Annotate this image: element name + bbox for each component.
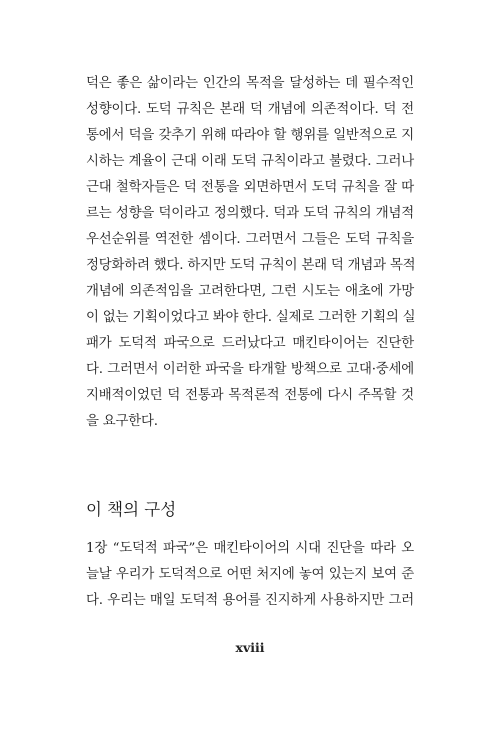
text-line: 시하는 계율이 근대 이래 도덕 규칙이라고 불렸다. 그러나	[86, 154, 414, 169]
text-line: 정당화하려 했다. 하지만 도덕 규칙이 본래 덕 개념과 목적	[86, 258, 416, 273]
text-line: 성향이다. 도덕 규칙은 본래 덕 개념에 의존적이다. 덕 전	[86, 102, 414, 117]
page-number: xviii	[235, 640, 265, 655]
text-line: 다. 우리는 매일 도덕적 용어를 진지하게 사용하지만 그러	[86, 593, 414, 608]
text-line: 이 없는 기획이었다고 봐야 한다. 실제로 그러한 기획의 실	[86, 310, 416, 325]
text-line: 근대 철학자들은 덕 전통을 외면하면서 도덕 규칙을 잘 따	[86, 180, 414, 195]
section-heading: 이 책의 구성	[86, 499, 177, 519]
text-line: 다. 그러면서 이러한 파국을 타개할 방책으로 고대·중세에	[86, 362, 414, 377]
text-line: 지배적이었던 덕 전통과 목적론적 전통에 다시 주목할 것	[86, 388, 414, 403]
text-line: 개념에 의존적임을 고려한다면, 그런 시도는 애초에 가망	[86, 284, 414, 299]
text-line: 덕은 좋은 삶이라는 인간의 목적을 달성하는 데 필수적인	[86, 76, 414, 91]
text-line: 패가 도덕적 파국으로 드러났다고 매킨타이어는 진단한	[86, 336, 414, 351]
text-line: 우선순위를 역전한 셈이다. 그러면서 그들은 도덕 규칙을	[86, 232, 414, 247]
text-line: 통에서 덕을 갖추기 위해 따라야 할 행위를 일반적으로 지	[86, 128, 414, 143]
text-line: 르는 성향을 덕이라고 정의했다. 덕과 도덕 규칙의 개념적	[86, 206, 414, 221]
text-line: 1장 “도덕적 파국”은 매킨타이어의 시대 진단을 따라 오	[86, 541, 414, 556]
text-line: 을 요구한다.	[86, 414, 158, 429]
text-line: 늘날 우리가 도덕적으로 어떤 처지에 놓여 있는지 보여 준	[86, 567, 414, 582]
